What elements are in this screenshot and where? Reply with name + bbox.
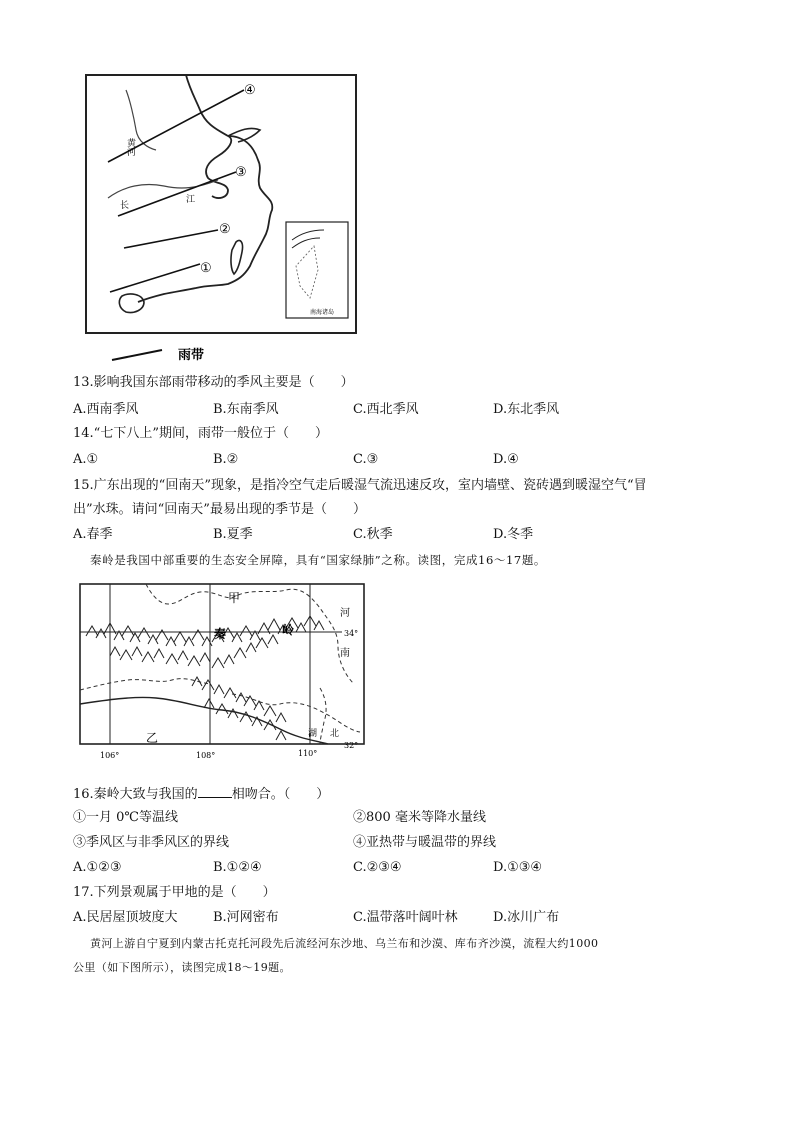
q16-stem-post: 相吻合。（ ） (231, 787, 330, 802)
qinling-map (76, 580, 376, 775)
yellow-river-intro-line1: 黄河上游自宁夏到内蒙古托克托河段先后流经河东沙地、乌兰布和沙漠、库布齐沙漠，流程大约1000 (90, 937, 599, 950)
lon110-label: 110° (298, 749, 318, 758)
q16-option-a[interactable]: A.①②③ (73, 860, 122, 875)
q15-option-d[interactable]: D.冬季 (493, 527, 534, 542)
q16-item-4: ④亚热带与暖温带的界线 (353, 835, 497, 850)
q14-option-a[interactable]: A.① (73, 452, 99, 467)
south-china-sea-inset (286, 222, 348, 318)
q16-option-c[interactable]: C.②③④ (353, 860, 402, 875)
q16-stem-pre: 16.秦岭大致与我国的 (73, 787, 198, 802)
lat34-label: 34° (344, 629, 359, 638)
yi-label: 乙 (146, 731, 159, 745)
qinling-intro: 秦岭是我国中部重要的生态安全屏障，具有“国家绿肺”之称。读图，完成16～17题。 (90, 553, 547, 567)
q13-option-a[interactable]: A.西南季风 (73, 402, 139, 417)
q17-option-b[interactable]: B.河网密布 (213, 910, 279, 925)
q17-stem: 17.下列景观属于甲地的是（ ） (73, 885, 276, 900)
q13-stem: 13.影响我国东部雨带移动的季风主要是（ ） (73, 375, 354, 390)
q15-stem-line1: 15.广东出现的“回南天”现象，是指冷空气走后暖湿气流迅速反攻，室内墙壁、瓷砖遇到暖湿空气“冒 (73, 478, 647, 493)
jia-label: 甲 (228, 591, 241, 605)
q15-option-a[interactable]: A.春季 (73, 527, 113, 542)
yellow-river-label: 黄河 (125, 138, 135, 156)
q16-option-b[interactable]: B.①②④ (213, 860, 262, 875)
q14-option-c[interactable]: C.③ (353, 452, 379, 467)
lon108-label: 108° (196, 751, 216, 760)
yangtze-label-chang: 长 (120, 201, 130, 211)
q13-option-c[interactable]: C.西北季风 (353, 402, 419, 417)
bei-label: 北 (330, 729, 340, 739)
q17-option-c[interactable]: C.温带落叶阔叶林 (353, 910, 458, 925)
he-label: 河 (340, 608, 350, 619)
nan-label: 南 (340, 648, 350, 659)
q14-stem: 14.“七下八上”期间，雨带一般位于（ ） (73, 426, 328, 441)
legend-line (112, 350, 162, 360)
qinling-map-svg (76, 580, 376, 775)
q14-option-d[interactable]: D.④ (493, 452, 519, 467)
rain-belt-map-svg (78, 70, 368, 370)
q17-option-a[interactable]: A.民居屋顶坡度大 (73, 910, 178, 925)
q13-option-b[interactable]: B.东南季风 (213, 402, 279, 417)
inset-label: 南海诸岛 (309, 309, 335, 316)
lat32-label: 32° (344, 741, 359, 750)
band4-label: ④ (244, 83, 256, 98)
legend-label: 雨带 (178, 348, 205, 363)
ling-label: 岭 (282, 623, 295, 637)
q14-option-b[interactable]: B.② (213, 452, 239, 467)
q17-option-d[interactable]: D.冰川广布 (493, 910, 560, 925)
q16-item-2: ②800 毫米等降水量线 (353, 810, 486, 825)
q15-option-c[interactable]: C.秋季 (353, 527, 393, 542)
lon106-label: 106° (100, 751, 120, 760)
yangtze-label-jiang: 江 (186, 195, 196, 205)
qin-label: 秦 (214, 627, 227, 641)
hu-label: 湖 (308, 729, 318, 739)
band2-label: ② (219, 222, 231, 237)
q16-option-d[interactable]: D.①③④ (493, 860, 543, 875)
band3-label: ③ (235, 165, 247, 180)
q15-stem-line2: 出”水珠。请问“回南天”最易出现的季节是（ ） (73, 502, 366, 517)
q16-stem (73, 785, 329, 804)
q15-option-b[interactable]: B.夏季 (213, 527, 253, 542)
q13-option-d[interactable]: D.东北季风 (493, 402, 560, 417)
q16-item-3: ③季风区与非季风区的界线 (73, 835, 230, 850)
rain-belt-map (78, 70, 368, 370)
yellow-river-intro-line2: 公里（如下图所示），读图完成18～19题。 (73, 961, 291, 974)
q16-item-1: ①一月 0℃等温线 (73, 810, 178, 825)
q16-blank (198, 785, 232, 798)
band1-label: ① (200, 261, 212, 276)
